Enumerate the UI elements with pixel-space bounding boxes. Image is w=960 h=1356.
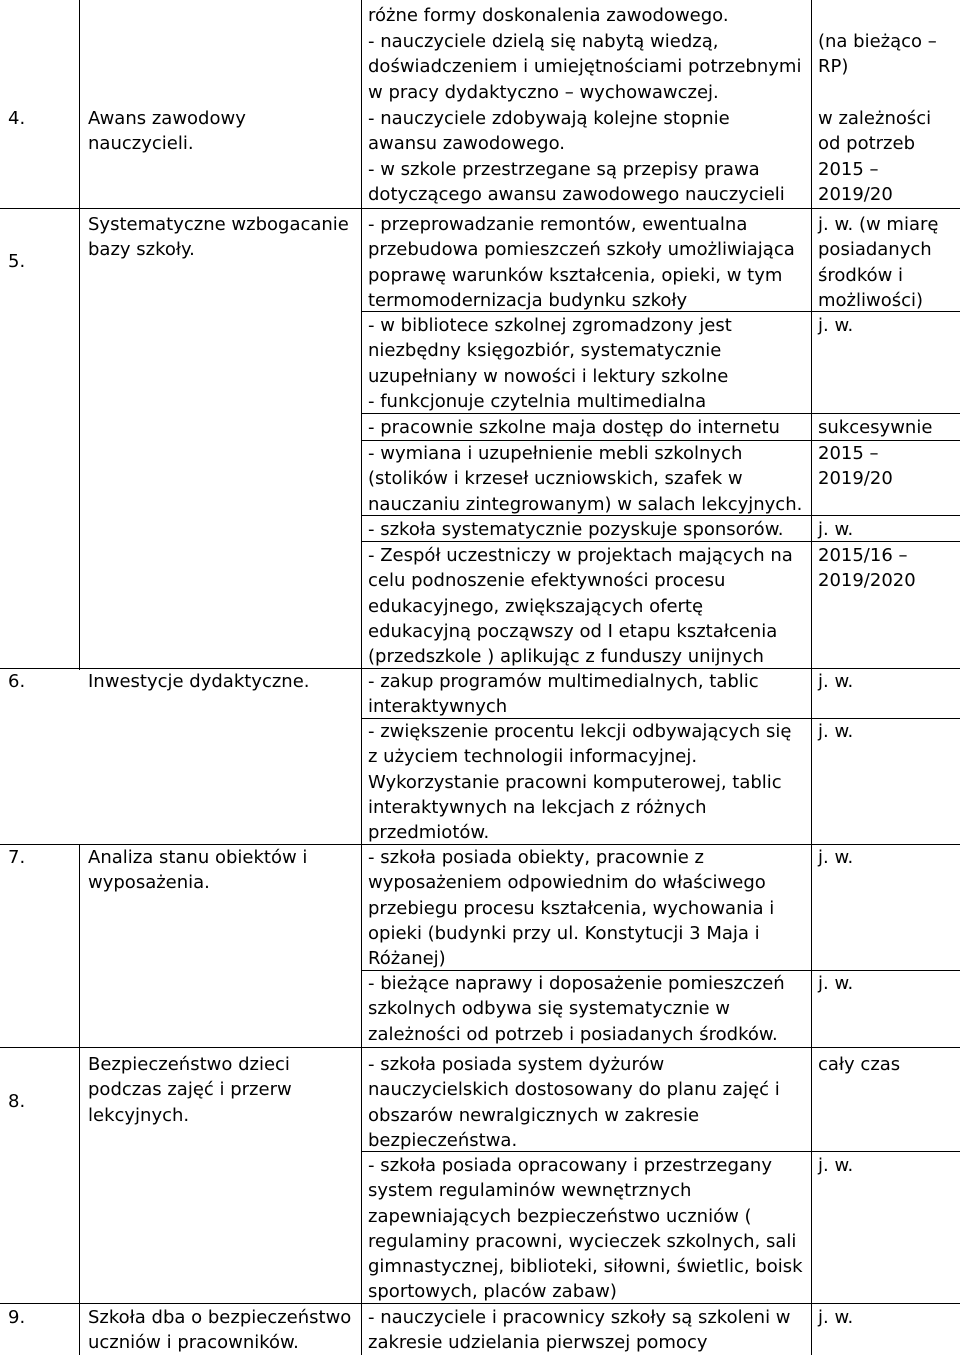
task-block bbox=[368, 543, 808, 669]
row-number: 9. bbox=[8, 1307, 26, 1328]
task-line: edukacyjnego, zwiększających ofertę bbox=[368, 595, 704, 617]
term-line: j. w. bbox=[818, 1155, 854, 1176]
task-line: - szkoła systematycznie pozyskuje sponsorów. bbox=[368, 519, 784, 540]
term-line: sukcesywnie bbox=[818, 417, 933, 438]
term-line: 2019/20 bbox=[818, 184, 893, 206]
task-line: - pracownie szkolne maja dostęp do internetu bbox=[368, 417, 780, 438]
term-line: j. w. bbox=[818, 1307, 854, 1328]
term-line: 2015/16 – bbox=[818, 545, 908, 566]
area-line: Bezpieczeństwo dzieci bbox=[88, 1054, 290, 1075]
task-line: niezbędny księgozbiór, systematycznie bbox=[368, 340, 722, 362]
term-block bbox=[818, 29, 958, 80]
task-line: - w szkole przestrzegane są przepisy prawa bbox=[368, 159, 760, 180]
term-block bbox=[818, 517, 958, 542]
term-line: RP) bbox=[818, 56, 849, 78]
task-line: interaktywnych bbox=[368, 696, 508, 718]
task-line: system regulaminów wewnętrznych bbox=[368, 1180, 692, 1202]
task-block bbox=[368, 415, 808, 440]
task-line: zależności od potrzeb i posiadanych środków. bbox=[368, 1023, 778, 1045]
term-block bbox=[818, 106, 958, 157]
area-label bbox=[88, 1052, 292, 1128]
term-line: 2015 – bbox=[818, 443, 879, 464]
task-line: - zwiększenie procentu lekcji odbywających się bbox=[368, 721, 792, 742]
task-line: nauczycielskich dostosowany do planu zajęć i bbox=[368, 1079, 780, 1101]
term-block bbox=[818, 719, 958, 744]
task-line: zapewniających bezpieczeństwo uczniów ( bbox=[368, 1205, 752, 1227]
task-block bbox=[368, 212, 808, 313]
term-line: j. w. bbox=[818, 671, 854, 692]
area-line: podczas zajęć i przerw bbox=[88, 1079, 292, 1101]
term-line: j. w. bbox=[818, 847, 854, 868]
task-line: celu podnoszenie efektywności procesu bbox=[368, 570, 726, 592]
task-line: szkolnych odbywa się systematycznie w bbox=[368, 998, 730, 1020]
area-line: uczniów i pracowników. bbox=[88, 1332, 299, 1354]
term-block bbox=[818, 543, 958, 594]
task-block bbox=[368, 845, 808, 971]
task-line: - wymiana i uzupełnienie mebli szkolnych bbox=[368, 443, 743, 464]
term-block bbox=[818, 415, 958, 440]
term-line: możliwości) bbox=[818, 289, 924, 311]
task-block bbox=[368, 669, 808, 720]
area-line: nauczycieli. bbox=[88, 133, 194, 155]
term-block bbox=[818, 441, 958, 492]
term-block bbox=[818, 1153, 958, 1178]
task-line: - nauczyciele zdobywają kolejne stopnie bbox=[368, 108, 730, 129]
term-line: 2019/20 bbox=[818, 468, 893, 490]
task-line: awansu zawodowego. bbox=[368, 133, 565, 155]
task-block bbox=[368, 1052, 808, 1153]
task-line: sportowych, placów zabaw) bbox=[368, 1281, 617, 1303]
row-border bbox=[0, 1047, 960, 1048]
term-block bbox=[818, 157, 958, 208]
task-line: przebudowa pomieszczeń szkoły umożliwiająca bbox=[368, 239, 795, 261]
task-line: obszarów newralgicznych w zakresie bbox=[368, 1104, 700, 1126]
term-line: j. w. (w miarę bbox=[818, 214, 939, 235]
term-block bbox=[818, 212, 958, 313]
term-line: 2015 – bbox=[818, 159, 879, 180]
task-line: edukacyjną począwszy od I etapu kształcenia bbox=[368, 620, 778, 642]
task-line: poprawę warunków kształcenia, opieki, w tym bbox=[368, 264, 783, 286]
task-block bbox=[368, 441, 808, 517]
task-line: - bieżące naprawy i doposażenie pomieszczeń bbox=[368, 973, 785, 994]
col-border-1b bbox=[79, 844, 80, 1355]
term-block bbox=[818, 1305, 958, 1330]
area-label bbox=[88, 1305, 351, 1356]
row-number: 4. bbox=[8, 108, 26, 129]
term-line: j. w. bbox=[818, 315, 854, 336]
task-line: dotyczącego awansu zawodowego nauczycieli bbox=[368, 184, 785, 206]
row-number: 6. bbox=[8, 671, 26, 692]
task-line: Różanej) bbox=[368, 948, 446, 970]
task-line: - nauczyciele dzielą się nabytą wiedzą, bbox=[368, 31, 719, 52]
task-block bbox=[368, 517, 808, 542]
task-line: - szkoła posiada obiekty, pracownie z bbox=[368, 847, 704, 868]
task-line: wyposażeniem odpowiednim do właściwego bbox=[368, 872, 766, 894]
term-line: w zależności bbox=[818, 108, 932, 129]
area-line: Systematyczne wzbogacanie bbox=[88, 214, 349, 235]
task-line: zakresie udzielania pierwszej pomocy bbox=[368, 1332, 708, 1354]
term-block bbox=[818, 1052, 958, 1077]
task-line: przebiegu procesu kształcenia, wychowania i bbox=[368, 897, 775, 919]
task-line: z użyciem technologii informacyjnej. bbox=[368, 746, 698, 768]
area-label bbox=[88, 669, 310, 694]
area-label bbox=[88, 845, 307, 896]
task-line: - funkcjonuje czytelnia multimedialna bbox=[368, 390, 707, 412]
task-line: nauczaniu zintegrowanym) w salach lekcyjnych. bbox=[368, 493, 803, 515]
task-line: - nauczyciele i pracownicy szkoły są szkoleni w bbox=[368, 1307, 791, 1328]
row-number: 8. bbox=[8, 1091, 26, 1112]
area-line: lekcyjnych. bbox=[88, 1104, 190, 1126]
task-block bbox=[368, 157, 808, 208]
task-line: uzupełniany w nowości i lektury szkolne bbox=[368, 365, 729, 387]
task-line: termomodernizacja budynku szkoły bbox=[368, 289, 688, 311]
task-block bbox=[368, 106, 808, 157]
task-line: różne formy doskonalenia zawodowego. bbox=[368, 5, 729, 26]
task-line: interaktywnych na lekcjach z różnych bbox=[368, 796, 707, 818]
area-line: wyposażenia. bbox=[88, 872, 210, 894]
task-line: - szkoła posiada system dyżurów bbox=[368, 1054, 665, 1075]
area-line: Inwestycje dydaktyczne. bbox=[88, 671, 310, 692]
task-line: - w bibliotece szkolnej zgromadzony jest bbox=[368, 315, 732, 336]
task-line: przedmiotów. bbox=[368, 822, 490, 844]
task-line: Wykorzystanie pracowni komputerowej, tablic bbox=[368, 771, 782, 793]
area-line: Analiza stanu obiektów i bbox=[88, 847, 308, 868]
task-line: (stolików i krzeseł uczniowskich, szafek w bbox=[368, 468, 743, 490]
task-line: opieki (budynki przy ul. Konstytucji 3 Maja i bbox=[368, 922, 760, 944]
area-label bbox=[88, 212, 349, 263]
task-line: regulaminy pracowni, wycieczek szkolnych, sali bbox=[368, 1230, 797, 1252]
term-line: środków i bbox=[818, 264, 904, 286]
task-line: gimnastycznej, biblioteki, siłowni, świetlic, boisk bbox=[368, 1256, 803, 1278]
term-block bbox=[818, 971, 958, 996]
task-line: - zakup programów multimedialnych, tablic bbox=[368, 671, 759, 692]
term-block bbox=[818, 313, 958, 338]
task-block bbox=[368, 719, 808, 845]
term-line: j. w. bbox=[818, 721, 854, 742]
row-border bbox=[0, 208, 960, 209]
task-line: bezpieczeństwa. bbox=[368, 1129, 518, 1151]
task-block bbox=[368, 1153, 808, 1305]
area-line: Szkoła dba o bezpieczeństwo bbox=[88, 1307, 352, 1328]
term-line: cały czas bbox=[818, 1054, 901, 1075]
term-line: j. w. bbox=[818, 519, 854, 540]
term-line: posiadanych bbox=[818, 239, 932, 261]
term-block bbox=[818, 669, 958, 694]
term-line: 2019/2020 bbox=[818, 570, 916, 592]
col-border-1 bbox=[79, 0, 80, 670]
task-block bbox=[368, 29, 808, 105]
task-block bbox=[368, 313, 808, 414]
term-line: (na bieżąco – bbox=[818, 31, 937, 52]
task-line: doświadczeniem i umiejętnościami potrzebnymi bbox=[368, 56, 802, 78]
row-number: 7. bbox=[8, 847, 26, 868]
area-line: Awans zawodowy bbox=[88, 108, 246, 129]
task-line: w pracy dydaktyczno – wychowawczej. bbox=[368, 81, 719, 103]
task-line: - przeprowadzanie remontów, ewentualna bbox=[368, 214, 748, 235]
task-block bbox=[368, 1305, 808, 1356]
task-line: - szkoła posiada opracowany i przestrzegany bbox=[368, 1155, 772, 1176]
task-block bbox=[368, 3, 808, 28]
term-line: j. w. bbox=[818, 973, 854, 994]
task-line: - Zespół uczestniczy w projektach mających na bbox=[368, 545, 793, 566]
task-block bbox=[368, 971, 808, 1047]
term-line: od potrzeb bbox=[818, 133, 916, 155]
area-line: bazy szkoły. bbox=[88, 239, 195, 261]
area-label bbox=[88, 106, 246, 157]
task-line: (przedszkole ) aplikując z funduszy unijnych bbox=[368, 646, 764, 668]
row-number: 5. bbox=[8, 251, 26, 272]
term-block bbox=[818, 845, 958, 870]
